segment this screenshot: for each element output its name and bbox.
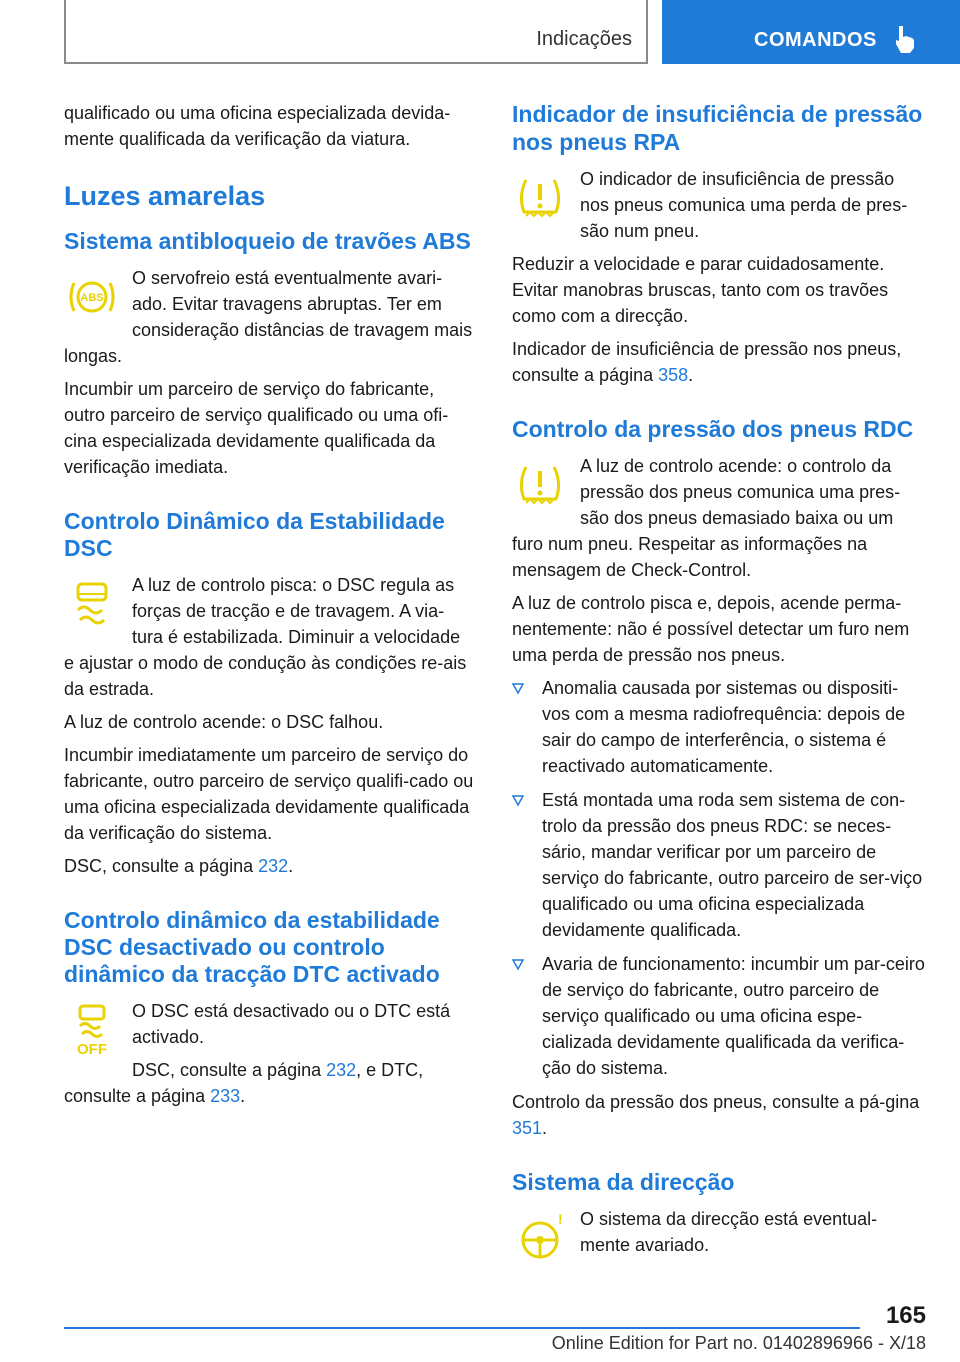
rdc-title: Controlo da pressão dos pneus RDC [512, 416, 914, 442]
rdc-text-2: A luz de controlo pisca e, depois, acende perma-nentemente: não é possível detectar um furo nem uma perda de pressão nos pneus. [512, 593, 910, 665]
rdc-text-1: A luz de controlo acende: o controlo da pressão dos pneus comunica uma pres-são dos pneus demasiado baixa ou um furo num pneu. Respeitar as informações na mensagem de Check-Control. [512, 456, 901, 580]
dsc-off-ref: DSC, consulte a página 232, e DTC, consulte a página 233. [64, 1060, 424, 1106]
abs-text-1: O servofreio está eventualmente avari-ado. Evitar travagens abruptas. Ter em consideração distâncias de travagem mais longas. [64, 268, 473, 366]
tire-pressure-icon [512, 457, 568, 513]
steering-text-1: O sistema da direcção está eventual-mente avariado. [580, 1209, 878, 1255]
list-item: Avaria de funcionamento: incumbir um par-ceiro de serviço do fabricante, outro parceiro de serviço qualificado ou uma oficina espe-cializada devidamente qualificada da verifica-ção do sistema. [512, 951, 926, 1081]
dtc-page-link[interactable]: 233 [210, 1086, 241, 1106]
triangle-bullet-icon [512, 683, 524, 695]
right-column [512, 100, 926, 1270]
rpa-title: Indicador de insuficiência de pressão nos pneus RPA [512, 101, 923, 155]
rdc-list [512, 675, 926, 1081]
dsc-text-2: A luz de controlo acende: o DSC falhou. [64, 712, 384, 732]
heading-yellow-lights: Luzes amarelas [64, 181, 266, 211]
list-item: Anomalia causada por sistemas ou dispositi-vos com a mesma radiofrequência: depois de sair do campo de interferência, o sistema é reactivado automaticamente. [512, 675, 926, 779]
abs-title: Sistema antibloqueio de travões ABS [64, 228, 471, 254]
abs-text-2: Incumbir um parceiro de serviço do fabricante, outro parceiro de serviço qualificado ou uma ofi-cina especializada devidamente qualificada da verificação imediata. [64, 379, 449, 477]
intro-text: qualificado ou uma oficina especializada devida-mente qualificada da verificação da viatura. [64, 103, 451, 149]
svg-text:!: ! [558, 1211, 563, 1227]
dsc-text-3: Incumbir imediatamente um parceiro de serviço do fabricante, outro parceiro de serviço qualifi-cado ou uma oficina especializada devidamente qualificada da verificação do sistema. [64, 745, 474, 843]
tire-pressure-icon [512, 170, 568, 226]
footer-divider [64, 1327, 860, 1329]
dsc-page-link[interactable]: 232 [258, 856, 289, 876]
dsc-off-icon [64, 1002, 120, 1058]
dsc-text-1: A luz de controlo pisca: o DSC regula as forças de tracção e de travagem. A via-tura é estabilizada. Diminuir a velocidade e ajustar o modo de condução às condições re-ais da estrada. [64, 575, 467, 699]
rdc-page-link[interactable]: 351 [512, 1118, 543, 1138]
rdc-ref: Controlo da pressão dos pneus, consulte a pá-gina 351. [512, 1092, 920, 1138]
dsc-off-text-1: O DSC está desactivado ou o DTC está activado. [132, 1001, 451, 1047]
rpa-page-link[interactable]: 358 [658, 365, 689, 385]
svg-text:ABS: ABS [80, 292, 104, 304]
rpa-text-1: O indicador de insuficiência de pressão nos pneus comunica uma perda de pres-são num pneu. [580, 169, 908, 241]
hand-pointer-icon [894, 24, 916, 54]
triangle-bullet-icon [512, 795, 524, 807]
header-chapter-tab[interactable] [662, 0, 960, 64]
abs-warning-icon [64, 269, 120, 325]
dsc-page-link-2[interactable]: 232 [326, 1060, 357, 1080]
dsc-off-title: Controlo dinâmico da estabilidade DSC desactivado ou controlo dinâmico da tracção DTC activado [64, 907, 440, 987]
steering-title: Sistema da direcção [512, 1169, 735, 1195]
dsc-skid-icon [64, 576, 120, 632]
rpa-text-2: Reduzir a velocidade e parar cuidadosamente. Evitar manobras bruscas, tanto com os travões como com a direcção. [512, 254, 889, 326]
footer-edition: Online Edition for Part no. 01402896966 - X/18 [551, 1333, 926, 1353]
rpa-ref: Indicador de insuficiência de pressão nos pneus, consulte a página 358. [512, 339, 902, 385]
header-section-label: Indicações [536, 28, 632, 50]
dsc-title: Controlo Dinâmico da Estabilidade DSC [64, 508, 445, 561]
triangle-bullet-icon [512, 959, 524, 971]
left-column [64, 100, 474, 1116]
dsc-ref: DSC, consulte a página 232. [64, 856, 294, 876]
header-chapter-label: COMANDOS [754, 29, 877, 51]
list-item: Está montada uma roda sem sistema de con-trolo da pressão dos pneus RDC: se neces-sário, mandar verificar por um parceiro de serviço do fabricante, outro parceiro de ser-viço qualificado ou uma oficina especializada devidamente qualificada. [512, 787, 926, 943]
svg-text:OFF: OFF [77, 1041, 107, 1058]
steering-wheel-icon [512, 1210, 568, 1266]
page-number: 165 [885, 1302, 926, 1329]
header-section-tab [64, 0, 648, 64]
